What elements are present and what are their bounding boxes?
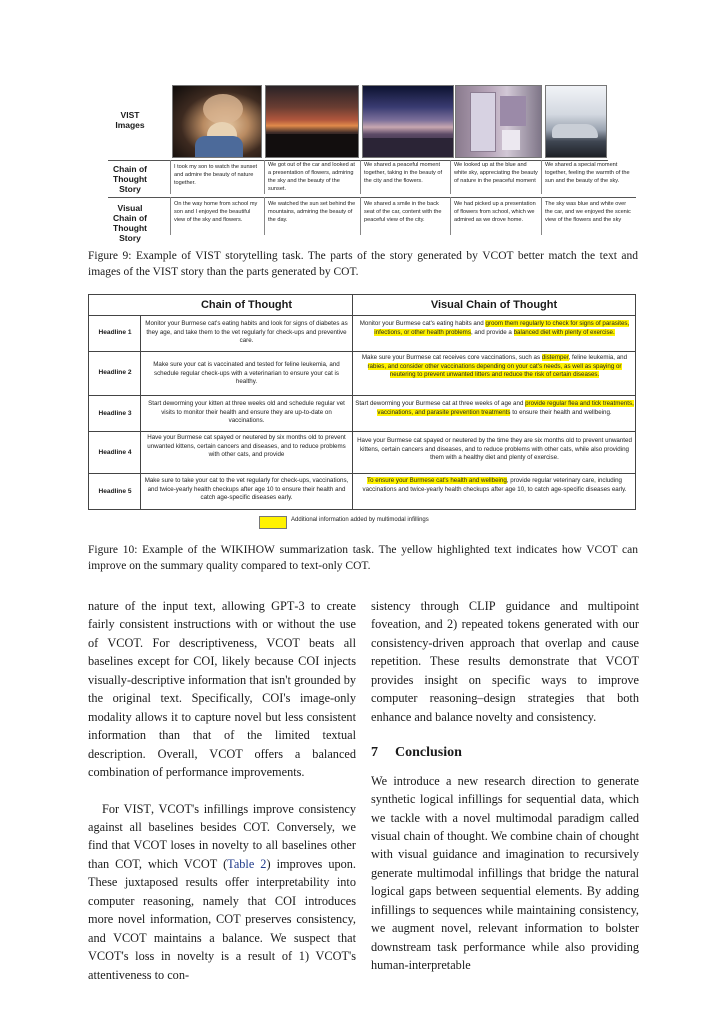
wikihow-table — [88, 294, 636, 510]
text-segment: O — [130, 930, 140, 945]
text-segment: I injects visually-descriptive information that isn't grounded by the original text. Specifically, C — [88, 654, 356, 706]
left-column — [88, 597, 356, 984]
headline-5-vcot — [355, 477, 634, 494]
text-segment: T maintains a balance. We suspect that VC — [88, 930, 356, 964]
text-segment: Start deworming your Burmese cat at three weeks of age and — [355, 400, 526, 407]
section-heading — [371, 744, 639, 762]
text-segment: IST — [132, 801, 151, 816]
text-segment: , feline leukemia, and — [568, 354, 628, 361]
text-segment: to ensure their health and wellbeing. — [510, 408, 612, 416]
headline-3-label: Headline 3 — [98, 410, 132, 417]
headline-3-vcot — [355, 400, 634, 417]
text-segment: guidance and multipoint foveation, and 2) repeated tokens generated with our consistency-driven approach that overlap and cause repetition. These results demonstrate that VC — [371, 599, 639, 669]
text-segment: O — [175, 801, 185, 816]
headline-2-cot: Make sure your cat is vaccinated and tested for feline leukemia, and schedule regular check-ups with a veterinarian to ensure your cat is healthy. — [153, 361, 340, 386]
text-segment: O — [283, 893, 292, 908]
text-segment: T. Conversely, we find that VC — [88, 819, 356, 853]
text-segment: O — [124, 635, 134, 650]
text-segment: O — [200, 856, 210, 871]
text-segment: Have your Burmese cat spayed or neutered by the time they are six months old to prevent unwanted kittens, certain cancers and diseases, and to reduce problems with other cats, while also providing them with a healthy diet and plenty of exercise. — [357, 437, 632, 462]
text-segment: T preserves consistency, and VC — [88, 912, 356, 945]
vist-image-5 — [545, 85, 607, 158]
figure-9-caption: Figure 9: Example of VIST storytelling task. The parts of the story generated by VCOT better match the text and images of the VIST story than the parts generated by COT. — [88, 250, 638, 278]
text-segment: I introduces more novel information, C — [88, 893, 356, 927]
cot-story-part-4: We looked up at the blue and white sky, appreciating the beauty of nature in the peaceful moment — [454, 162, 538, 185]
text-segment: T's infillings improve consistency against all baselines besides C — [88, 801, 356, 834]
headline-4-label: Headline 4 — [98, 449, 132, 456]
highlighted-segment: rabies, and consider other vaccinations depending on your cat's needs, as well as spaying or neutering to prevent unwanted litters and reduce the risk of certain diseases. — [367, 362, 622, 379]
highlighted-segment: distemper — [541, 354, 569, 361]
highlighted-segment: provide regular flea and tick treatments, vaccinations, and parasite prevention treatments — [377, 400, 634, 416]
text-segment: Make sure your Burmese cat receives core vaccinations, such as — [361, 354, 542, 361]
text-segment: T ( — [209, 856, 228, 871]
text-segment: O — [251, 819, 261, 834]
figure-10-caption: Figure 10: Example of the WIKIHOW summarization task. The yellow highlighted text indicates how VCOT can improve on the summary quality compared to text-only COT. — [88, 544, 638, 572]
vcot-story-part-2: We watched the sun set behind the mountains, admiring the beauty of the day. — [268, 201, 356, 224]
vcot-story-label: Visual Chain of Thought Story — [113, 203, 147, 243]
vcot-story-part-5: The sky was blue and white over the car, and we enjoyed the scenic view of the flowers and the sky — [545, 201, 631, 224]
text-segment: O — [150, 838, 160, 853]
text-segment: For V — [102, 801, 133, 816]
text-segment: I, likely because C — [210, 654, 307, 669]
vcot-story-part-1: On the way home from school my son and I enjoyed the beautiful view of the sky and flowers. — [174, 201, 258, 224]
text-segment: T's attentiveness to con- — [88, 949, 356, 982]
text-segment: O — [105, 949, 114, 964]
text-segment: O — [332, 949, 342, 964]
text-segment: T, which VC — [132, 856, 201, 871]
text-segment: O — [123, 856, 133, 871]
headline-1-vcot — [355, 320, 634, 337]
right-paragraph-1 — [371, 597, 639, 726]
text-segment: ) improves upon. These juxtaposed results offer interpretability into computer reasoning, namely that C — [88, 856, 357, 908]
text-segment: T loses in novelty to all baselines other than C — [88, 838, 356, 871]
right-paragraph-2 — [371, 772, 639, 975]
text-segment: O — [270, 691, 280, 706]
text-segment: I's image-only modality allows it to capture novel but less consistent information than that of the limited textual description. Overall, VC — [88, 691, 356, 761]
right-column — [371, 597, 639, 975]
section-title: Conclusion — [395, 745, 462, 761]
text-segment: PT — [280, 599, 295, 613]
text-segment: T. For descriptiveness, VC — [133, 635, 284, 650]
text-segment: , and provide a — [470, 328, 514, 336]
vist-image-1 — [172, 85, 262, 158]
text-segment: O — [622, 654, 632, 669]
cot-story-part-5: We shared a special moment together, feeling the warmth of the sun and the beauty of the sky. — [545, 162, 630, 185]
cot-story-part-1: I took my son to watch the sunset and admire the beauty of nature together. — [174, 164, 258, 187]
text-segment: O — [226, 746, 236, 761]
text-segment: O — [201, 654, 211, 669]
text-segment: LIP — [477, 599, 496, 613]
vist-images-label: VIST Images — [115, 110, 145, 130]
headline-1-cot: Monitor your Burmese cat's eating habits and look for signs of diabetes as they age, and take them to the vet regularly for check-ups and preventive care. — [145, 320, 348, 345]
text-segment: T's loss in novelty is a result of 1) VC — [113, 949, 333, 964]
headline-5-label: Headline 5 — [98, 488, 132, 495]
headline-3-cot: Start deworming your kitten at three weeks old and schedule regular vet visits to monitor their health and ensure they are up-to-date on vaccinations. — [148, 400, 345, 425]
highlighted-segment: groom them regularly to check for signs of parasites, infections, or other health problems — [374, 320, 630, 336]
highlighted-segment: To ensure your Burmese cat's health and wellbeing — [366, 477, 507, 484]
text-segment: Monitor your Burmese cat's eating habits and — [359, 320, 486, 327]
section-number: 7 — [371, 745, 378, 761]
vist-image-3 — [362, 85, 454, 158]
vist-image-4 — [455, 85, 542, 158]
cot-column-header: Chain of Thought — [200, 299, 293, 311]
table-2-link[interactable]: Table 2 — [227, 856, 267, 871]
highlight-legend-swatch — [259, 516, 287, 529]
text-segment: T beats all baselines except for C — [88, 635, 356, 669]
cot-story-part-2: We got out of the car and looked at a presentation of flowers, admiring the sky and the beauty of the sunset. — [268, 162, 355, 193]
text-segment: O — [283, 635, 293, 650]
highlight-legend-label: Additional information added by multimodal infillings — [291, 517, 429, 523]
left-paragraph-1 — [88, 597, 356, 782]
headline-1-label: Headline 1 — [98, 329, 132, 336]
left-paragraph-2 — [88, 800, 356, 985]
highlighted-segment: balanced diet with plenty of exercise. — [513, 328, 615, 336]
text-segment: -3 to create fairly consistent instructions with or without the use of VC — [88, 599, 356, 650]
text-segment: O — [224, 912, 234, 927]
text-segment: nature of the input text, allowing G — [88, 599, 281, 613]
headline-2-label: Headline 2 — [98, 369, 132, 376]
headline-2-vcot — [355, 354, 634, 380]
text-segment: T offers a balanced combination of performance improvements. — [88, 746, 357, 780]
vcot-story-part-3: We shared a smile in the back seat of the car, content with the peaceful view of the city. — [364, 201, 442, 224]
vist-image-2 — [265, 85, 359, 158]
text-segment: T provides insight on specific ways to improve computer reasoning–design strategies that both enhance and balance novelty and consistency. — [371, 654, 639, 724]
text-segment: , VC — [150, 801, 176, 816]
text-segment: O — [306, 654, 316, 669]
cot-story-part-3: We shared a peaceful moment together, taking in the beauty of the city and the flowers. — [364, 162, 443, 185]
vcot-story-part-4: We had picked up a presentation of flowers from school, which we admired as we drove home. — [454, 201, 536, 224]
text-segment: sistency through C — [371, 599, 478, 613]
headline-5-cot: Make sure to take your cat to the vet regularly for check-ups, vaccinations, and twice-yearly health checkups after age 10 to ensure their health and catch age-specific diseases early. — [144, 477, 349, 502]
cot-story-label: Chain of Thought Story — [113, 164, 147, 194]
headline-4-cot: Have your Burmese cat spayed or neutered by six months old to prevent unwanted kittens, certain cancers and diseases, and to reduce problems with other cats, and provide — [147, 434, 346, 459]
headline-4-vcot — [355, 437, 634, 463]
vcot-column-header: Visual Chain of Thought — [430, 299, 558, 311]
text-segment: We introduce a new research direction to generate synthetic logical infillings for sequential data, which we tackle with a novel multimodal paradigm called visual chain of thought. We combine chain of chought with visual guidance and imagination to recursively generate multimodal infillings that bridge the natural logical gaps between sequential elements. By adding infillings to sequences while maintaining consistency, we augment novel, relevant information to bolster downstream task performance while also providing human-interpretable — [371, 773, 639, 973]
text-segment: , provide regular veterinary care, including vaccinations and twice-yearly health checkups after age 10, to catch age-specific diseases early. — [362, 477, 627, 493]
